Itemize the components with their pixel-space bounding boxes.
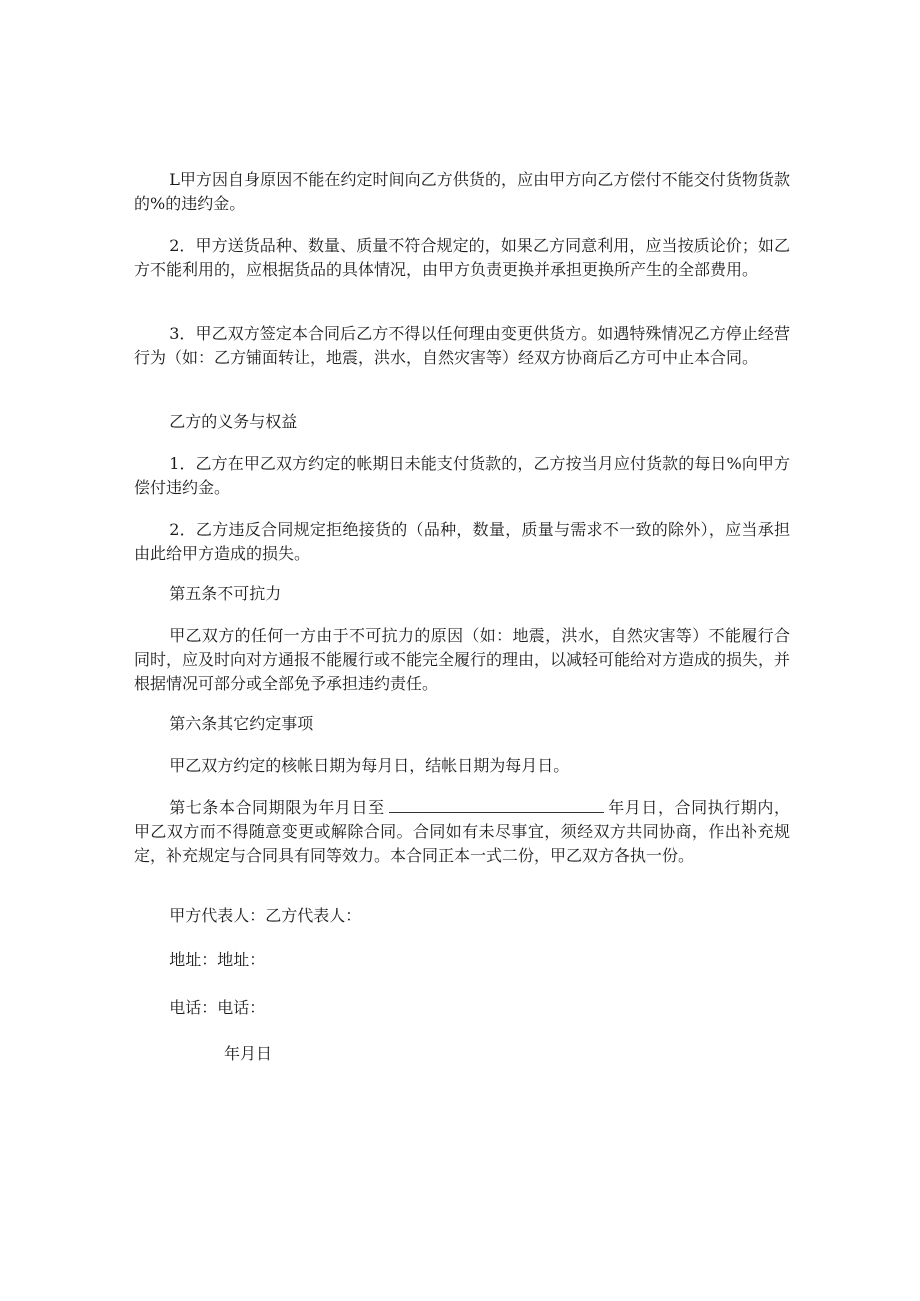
clause-yi-1: 1．乙方在甲乙双方约定的帐期日未能支付货款的，乙方按当月应付货款的每日%向甲方偿付违约金。 xyxy=(134,454,790,497)
clause-jia-2: 2．甲方送货品种、数量、质量不符合规定的，如果乙方同意利用，应当按质论价；如乙方不能利用的，应根据货品的具体情况，由甲方负责更换并承担更换所产生的全部费用。 xyxy=(134,236,790,279)
heading-yi-obligations: 乙方的义务与权益 xyxy=(169,412,298,431)
article-7-rest: 年月日，合同执行期内，甲乙双方而不得随意变更或解除合同。合同如有未尽事宜，须经双方共同协商，作出补充规定，补充规定与合同具有同等效力。本合同正本一式二份，甲乙双方各执一份。 xyxy=(134,798,790,865)
clause-jia-1: L甲方因自身原因不能在约定时间向乙方供货的，应由甲方向乙方偿付不能交付货物货款的%的违约金。 xyxy=(134,170,790,213)
clause-yi-2: 2．乙方违反合同规定拒绝接货的（品种，数量，质量与需求不一致的除外），应当承担由此给甲方造成的损失。 xyxy=(134,520,790,563)
article-7-start: 第七条本合同期限为年月日至 xyxy=(169,798,385,817)
signature-address: 地址：地址： xyxy=(169,950,266,969)
date-blank-line xyxy=(389,798,604,813)
clause-article-7 xyxy=(134,796,790,868)
clause-force-majeure: 甲乙双方的任何一方由于不可抗力的原因（如：地震，洪水，自然灾害等）不能履行合同时，应及时向对方通报不能履行或不能完全履行的理由，以减轻可能给对方造成的损失，并根据情况可部分或全部免予承担违约责任。 xyxy=(134,626,791,693)
clause-jia-3: 3．甲乙双方签定本合同后乙方不得以任何理由变更供货方。如遇特殊情况乙方停止经营行为（如：乙方铺面转让，地震，洪水，自然灾害等）经双方协商后乙方可中止本合同。 xyxy=(134,324,790,367)
heading-article-5: 第五条不可抗力 xyxy=(169,584,282,603)
signature-representatives: 甲方代表人：乙方代表人： xyxy=(169,906,362,925)
clause-account-dates: 甲乙双方约定的核帐日期为每月日，结帐日期为每月日。 xyxy=(169,756,570,775)
heading-article-6: 第六条其它约定事项 xyxy=(169,714,314,733)
signature-date: 年月日 xyxy=(224,1044,273,1063)
signature-phone: 电话：电话： xyxy=(169,998,266,1017)
